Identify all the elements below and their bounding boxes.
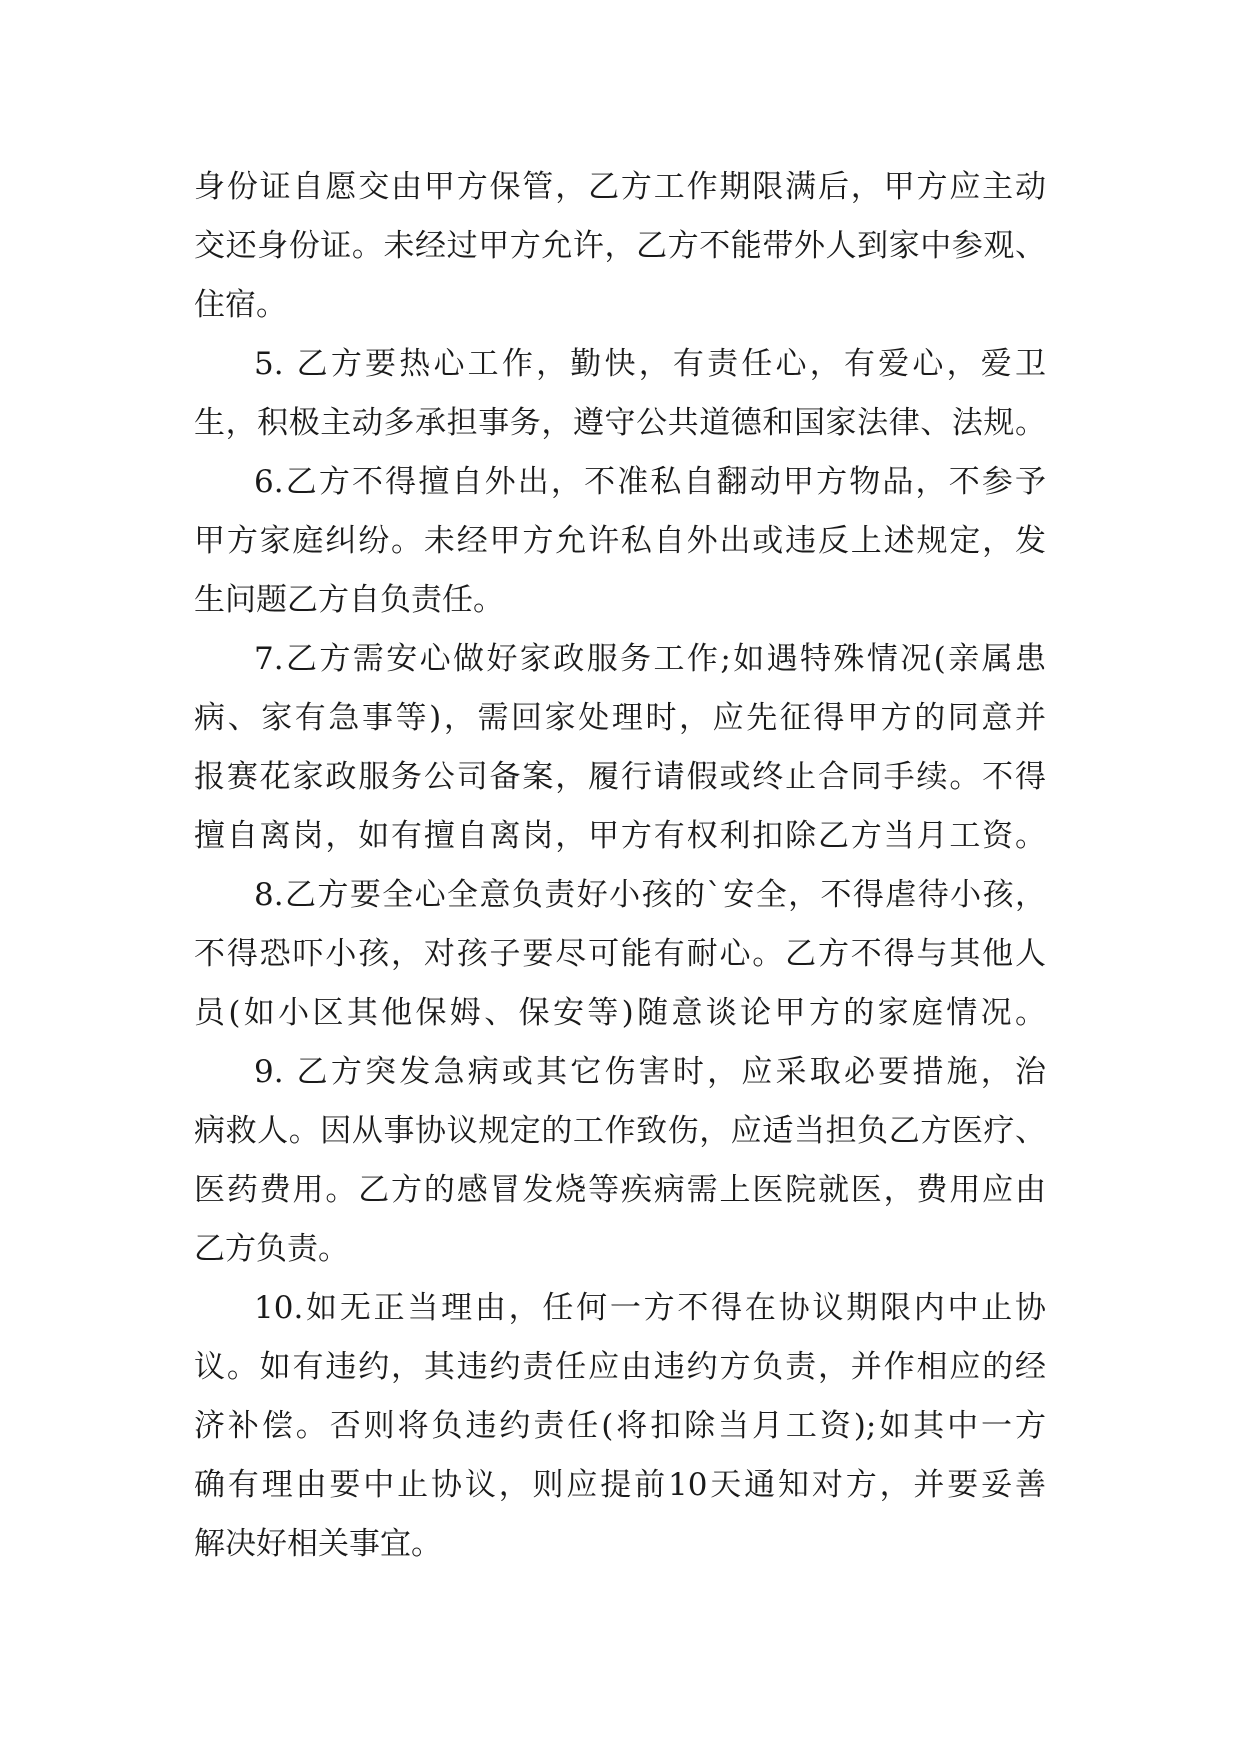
text-line — [0, 1524, 1241, 1574]
text-line — [0, 993, 1241, 1043]
text-line — [0, 1229, 1241, 1279]
line-text: 乙方负责。 — [194, 1231, 349, 1267]
text-line — [0, 403, 1241, 453]
line-text: 身份证自愿交由甲方保管，乙方工作期限满后，甲方应主动 — [194, 169, 1046, 205]
paragraph-first-line — [0, 1288, 1241, 1338]
line-text: 5. 乙方要热心工作，勤快，有责任心，有爱心，爱卫 — [254, 346, 1046, 382]
line-text: 济补偿。否则将负违约责任(将扣除当月工资);如其中一方 — [194, 1408, 1046, 1444]
text-line — [0, 167, 1241, 217]
line-text: 议。如有违约，其违约责任应由违约方负责，并作相应的经 — [194, 1349, 1046, 1385]
text-line — [0, 1111, 1241, 1161]
line-text: 病、家有急事等)，需回家处理时，应先征得甲方的同意并 — [194, 700, 1046, 736]
text-line — [0, 1406, 1241, 1456]
line-text: 6.乙方不得擅自外出，不准私自翻动甲方物品，不参予 — [254, 464, 1046, 500]
text-line — [0, 285, 1241, 335]
line-text: 医药费用。乙方的感冒发烧等疾病需上医院就医，费用应由 — [194, 1172, 1046, 1208]
text-line — [0, 1347, 1241, 1397]
text-line — [0, 1465, 1241, 1515]
line-text: 不得恐吓小孩，对孩子要尽可能有耐心。乙方不得与其他人 — [194, 936, 1046, 972]
text-line — [0, 226, 1241, 276]
paragraph-first-line — [0, 462, 1241, 512]
line-text: 住宿。 — [194, 287, 287, 323]
paragraph-first-line — [0, 639, 1241, 689]
text-line — [0, 521, 1241, 571]
line-text: 10.如无正当理由，任何一方不得在协议期限内中止协 — [254, 1290, 1046, 1326]
line-text: 9. 乙方突发急病或其它伤害时，应采取必要措施，治 — [254, 1054, 1046, 1090]
line-text: 7.乙方需安心做好家政服务工作;如遇特殊情况(亲属患 — [254, 641, 1046, 677]
line-text: 病救人。因从事协议规定的工作致伤，应适当担负乙方医疗、 — [194, 1113, 1046, 1149]
text-line — [0, 580, 1241, 630]
line-text: 生问题乙方自负责任。 — [194, 582, 504, 618]
text-line — [0, 1170, 1241, 1220]
line-text: 解决好相关事宜。 — [194, 1526, 442, 1562]
line-text: 生，积极主动多承担事务，遵守公共道德和国家法律、法规。 — [194, 405, 1046, 441]
line-text: 确有理由要中止协议，则应提前10天通知对方，并要妥善 — [194, 1467, 1046, 1503]
paragraph-first-line — [0, 1052, 1241, 1102]
line-text: 员(如小区其他保姆、保安等)随意谈论甲方的家庭情况。 — [194, 995, 1046, 1031]
text-line — [0, 934, 1241, 984]
paragraph-first-line — [0, 875, 1241, 925]
line-text: 8.乙方要全心全意负责好小孩的`安全，不得虐待小孩， — [254, 877, 1046, 913]
line-text: 擅自离岗，如有擅自离岗，甲方有权利扣除乙方当月工资。 — [194, 818, 1046, 854]
line-text: 交还身份证。未经过甲方允许，乙方不能带外人到家中参观、 — [194, 228, 1046, 264]
text-line — [0, 757, 1241, 807]
line-text: 报赛花家政服务公司备案，履行请假或终止合同手续。不得 — [194, 759, 1046, 795]
line-text: 甲方家庭纠纷。未经甲方允许私自外出或违反上述规定，发 — [194, 523, 1046, 559]
text-line — [0, 698, 1241, 748]
paragraph-first-line — [0, 344, 1241, 394]
text-line — [0, 816, 1241, 866]
